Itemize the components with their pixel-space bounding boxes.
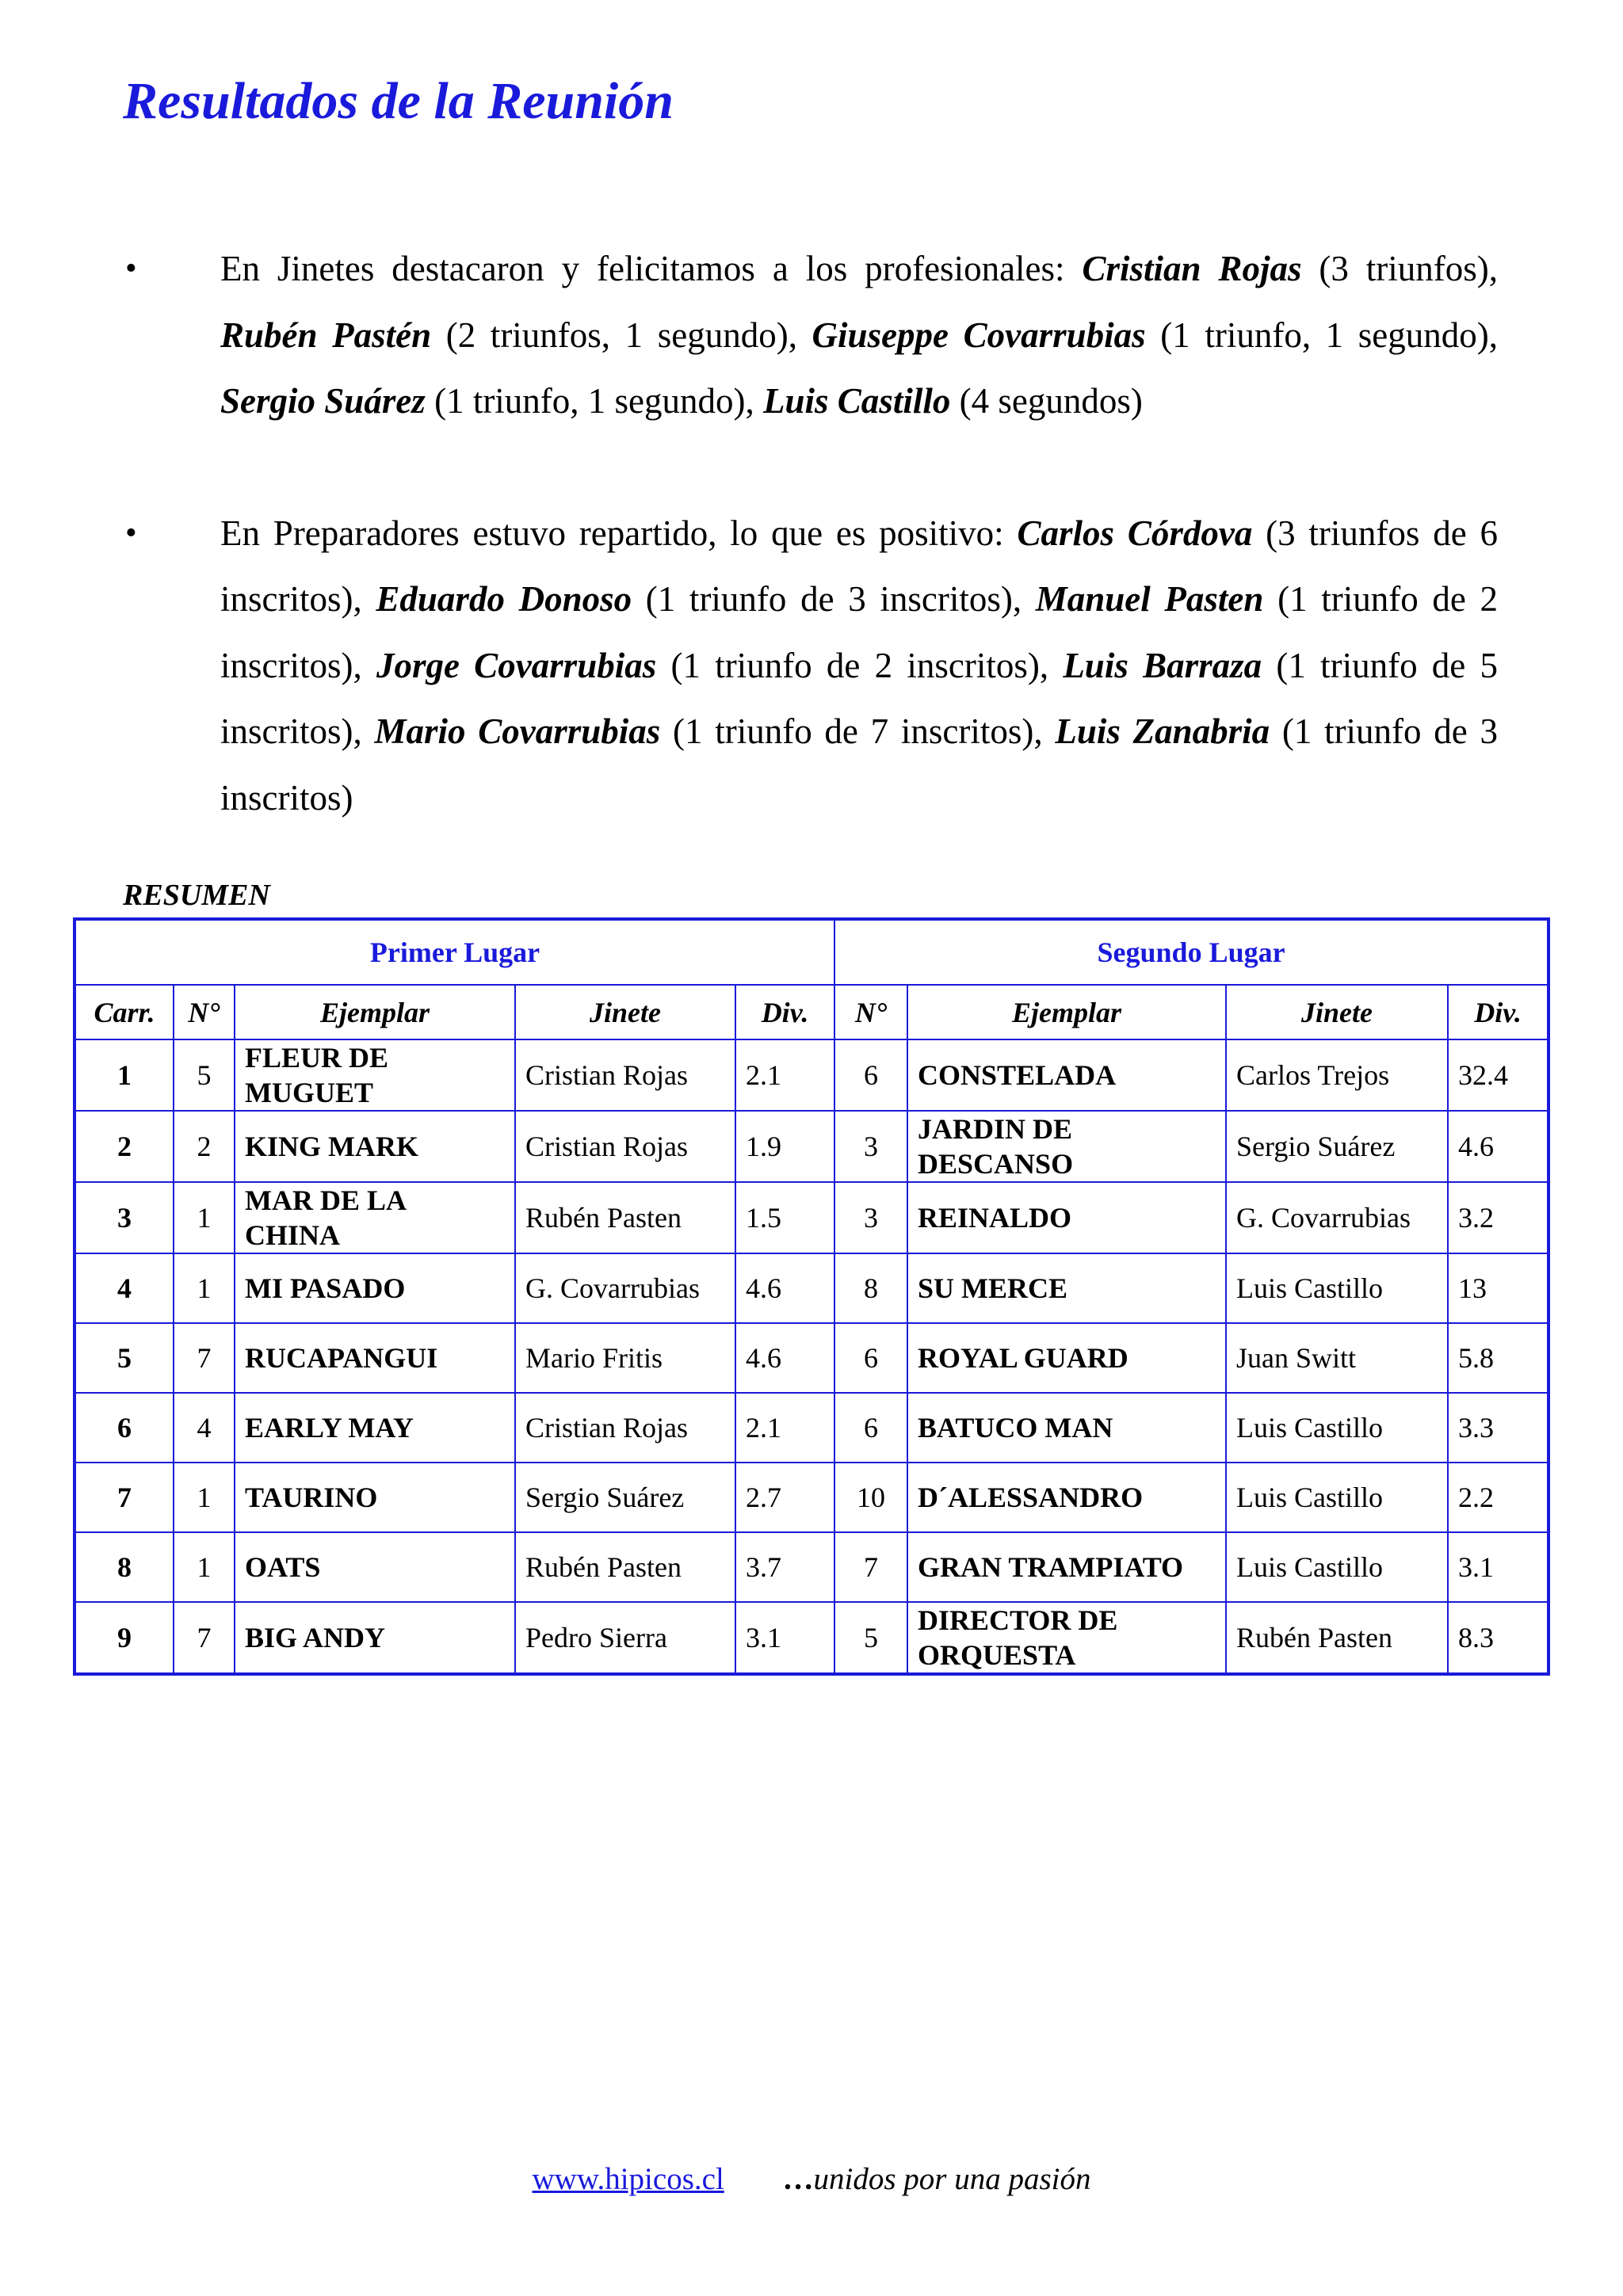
first-jinete-cell: Mario Fritis [515, 1323, 735, 1393]
first-ejemplar-cell: MI PASADO [235, 1253, 515, 1323]
first-ejemplar-cell: MAR DE LA CHINA [235, 1182, 515, 1253]
second-div-cell: 32.4 [1448, 1039, 1549, 1111]
bullet-item-preparadores [119, 501, 1498, 832]
second-num-cell: 6 [834, 1039, 907, 1111]
first-jinete-cell: Rubén Pasten [515, 1182, 735, 1253]
footer-slogan [783, 2162, 1091, 2196]
bullet-run: (3 triunfos de 6 inscritos), [220, 513, 1498, 619]
second-num-cell: 5 [834, 1602, 907, 1674]
second-jinete-cell: Luis Castillo [1226, 1393, 1448, 1463]
race-number-cell: 1 [74, 1039, 174, 1111]
bullet-run: (2 triunfos, 1 segundo), [431, 315, 812, 355]
first-div-cell: 1.5 [735, 1182, 834, 1253]
highlight-name: Sergio Suárez [220, 381, 426, 421]
first-div-cell: 4.6 [735, 1323, 834, 1393]
first-jinete-cell: Cristian Rojas [515, 1393, 735, 1463]
column-header-jinete-2: Jinete [1226, 985, 1448, 1039]
footer [0, 2161, 1623, 2197]
second-ejemplar-cell: GRAN TRAMPIATO [907, 1532, 1226, 1602]
bullet-run: (1 triunfo de 3 inscritos), [632, 579, 1036, 619]
column-header-ejemplar: Ejemplar [235, 985, 515, 1039]
bullet-run: (1 triunfo de 2 inscritos), [220, 579, 1498, 685]
resumen-label: RESUMEN [123, 879, 270, 912]
highlight-name: Giuseppe Covarrubias [812, 315, 1146, 355]
column-header-num: N° [174, 985, 235, 1039]
second-num-cell: 3 [834, 1111, 907, 1182]
highlight-name: Luis Zanabria [1055, 711, 1270, 751]
bullet-text [220, 513, 1498, 818]
column-header-carr: Carr. [74, 985, 174, 1039]
second-num-cell: 10 [834, 1463, 907, 1532]
highlight-name: Carlos Córdova [1017, 513, 1253, 553]
second-ejemplar-cell: D´ALESSANDRO [907, 1463, 1226, 1532]
second-jinete-cell: Juan Switt [1226, 1323, 1448, 1393]
page-title: Resultados de la Reunión [123, 72, 674, 130]
first-div-cell: 2.1 [735, 1393, 834, 1463]
column-header-div-2: Div. [1448, 985, 1549, 1039]
highlight-name: Cristian Rojas [1082, 249, 1302, 288]
second-ejemplar-cell: DIRECTOR DE ORQUESTA [907, 1602, 1226, 1674]
race-number-cell: 6 [74, 1393, 174, 1463]
second-jinete-cell: Carlos Trejos [1226, 1039, 1448, 1111]
first-num-cell: 1 [174, 1253, 235, 1323]
race-number-cell: 8 [74, 1532, 174, 1602]
table-row [74, 1111, 1549, 1182]
first-num-cell: 1 [174, 1463, 235, 1532]
second-ejemplar-cell: REINALDO [907, 1182, 1226, 1253]
first-jinete-cell: Sergio Suárez [515, 1463, 735, 1532]
table-row [74, 1393, 1549, 1463]
footer-slogan-text: unidos por una pasión [813, 2162, 1091, 2196]
second-num-cell: 6 [834, 1393, 907, 1463]
second-div-cell: 2.2 [1448, 1463, 1549, 1532]
first-jinete-cell: Rubén Pasten [515, 1532, 735, 1602]
race-number-cell: 5 [74, 1323, 174, 1393]
bullet-run: (3 triunfos), [1301, 249, 1498, 288]
first-num-cell: 1 [174, 1182, 235, 1253]
highlight-name: Luis Barraza [1063, 645, 1262, 685]
second-ejemplar-cell: JARDIN DE DESCANSO [907, 1111, 1226, 1182]
second-num-cell: 7 [834, 1532, 907, 1602]
table-row [74, 1182, 1549, 1253]
highlight-name: Eduardo Donoso [376, 579, 632, 619]
first-ejemplar-cell: OATS [235, 1532, 515, 1602]
second-jinete-cell: Rubén Pasten [1226, 1602, 1448, 1674]
bullet-icon: • [125, 250, 137, 287]
bullet-run: (1 triunfo, 1 segundo), [1145, 315, 1498, 355]
highlight-name: Manuel Pasten [1035, 579, 1264, 619]
bullet-run: (1 triunfo de 5 inscritos), [220, 645, 1499, 751]
highlight-name: Jorge Covarrubias [376, 645, 657, 685]
second-ejemplar-cell: ROYAL GUARD [907, 1323, 1226, 1393]
second-num-cell: 8 [834, 1253, 907, 1323]
first-div-cell: 4.6 [735, 1253, 834, 1323]
group-header-segundo-lugar: Segundo Lugar [834, 919, 1549, 985]
column-header-div: Div. [735, 985, 834, 1039]
first-num-cell: 5 [174, 1039, 235, 1111]
second-div-cell: 8.3 [1448, 1602, 1549, 1674]
group-header-primer-lugar: Primer Lugar [74, 919, 834, 985]
bullet-run: (1 triunfo de 2 inscritos), [656, 645, 1064, 685]
footer-link[interactable]: www.hipicos.cl [532, 2162, 724, 2196]
first-num-cell: 4 [174, 1393, 235, 1463]
first-ejemplar-cell: FLEUR DE MUGUET [235, 1039, 515, 1111]
bullet-run: (4 segundos) [950, 381, 1143, 421]
first-ejemplar-cell: BIG ANDY [235, 1602, 515, 1674]
column-header-jinete: Jinete [515, 985, 735, 1039]
highlight-name: Rubén Pastén [220, 315, 432, 355]
race-number-cell: 3 [74, 1182, 174, 1253]
first-jinete-cell: Cristian Rojas [515, 1039, 735, 1111]
bullet-run: (1 triunfo de 7 inscritos), [660, 711, 1056, 751]
first-div-cell: 1.9 [735, 1111, 834, 1182]
race-number-cell: 2 [74, 1111, 174, 1182]
second-div-cell: 3.1 [1448, 1532, 1549, 1602]
race-number-cell: 4 [74, 1253, 174, 1323]
second-jinete-cell: Luis Castillo [1226, 1253, 1448, 1323]
first-div-cell: 3.1 [735, 1602, 834, 1674]
bullet-icon: • [125, 514, 137, 551]
first-jinete-cell: Pedro Sierra [515, 1602, 735, 1674]
table-row [74, 1463, 1549, 1532]
bullet-run: (1 triunfo, 1 segundo), [425, 381, 764, 421]
first-num-cell: 7 [174, 1323, 235, 1393]
column-header-ejemplar-2: Ejemplar [907, 985, 1226, 1039]
second-jinete-cell: G. Covarrubias [1226, 1182, 1448, 1253]
bullet-text [220, 249, 1498, 421]
second-jinete-cell: Sergio Suárez [1226, 1111, 1448, 1182]
first-ejemplar-cell: TAURINO [235, 1463, 515, 1532]
first-jinete-cell: Cristian Rojas [515, 1111, 735, 1182]
first-num-cell: 1 [174, 1532, 235, 1602]
first-div-cell: 2.1 [735, 1039, 834, 1111]
second-num-cell: 3 [834, 1182, 907, 1253]
second-ejemplar-cell: BATUCO MAN [907, 1393, 1226, 1463]
column-header-num-2: N° [834, 985, 907, 1039]
second-num-cell: 6 [834, 1323, 907, 1393]
group-header-row [74, 919, 1549, 985]
second-jinete-cell: Luis Castillo [1226, 1532, 1448, 1602]
second-div-cell: 13 [1448, 1253, 1549, 1323]
race-number-cell: 9 [74, 1602, 174, 1674]
results-body [74, 1039, 1549, 1674]
first-ejemplar-cell: EARLY MAY [235, 1393, 515, 1463]
first-num-cell: 2 [174, 1111, 235, 1182]
column-header-row [74, 985, 1549, 1039]
bullet-run: En Preparadores estuvo repartido, lo que es positivo: [220, 513, 1018, 553]
bullet-run: En Jinetes destacaron y felicitamos a los profesionales: [220, 249, 1083, 288]
highlight-name: Luis Castillo [763, 381, 951, 421]
table-row [74, 1323, 1549, 1393]
first-div-cell: 2.7 [735, 1463, 834, 1532]
first-ejemplar-cell: KING MARK [235, 1111, 515, 1182]
first-jinete-cell: G. Covarrubias [515, 1253, 735, 1323]
highlight-name: Mario Covarrubias [374, 711, 661, 751]
second-div-cell: 3.3 [1448, 1393, 1549, 1463]
bullet-list [119, 236, 1498, 831]
second-jinete-cell: Luis Castillo [1226, 1463, 1448, 1532]
second-div-cell: 5.8 [1448, 1323, 1549, 1393]
results-table [73, 917, 1550, 1676]
footer-slogan-dots: … [782, 2162, 814, 2196]
second-div-cell: 3.2 [1448, 1182, 1549, 1253]
second-div-cell: 4.6 [1448, 1111, 1549, 1182]
table-row [74, 1039, 1549, 1111]
second-ejemplar-cell: CONSTELADA [907, 1039, 1226, 1111]
bullet-item-jinetes [119, 236, 1498, 435]
second-ejemplar-cell: SU MERCE [907, 1253, 1226, 1323]
race-number-cell: 7 [74, 1463, 174, 1532]
first-num-cell: 7 [174, 1602, 235, 1674]
first-ejemplar-cell: RUCAPANGUI [235, 1323, 515, 1393]
table-row [74, 1532, 1549, 1602]
bullet-run: (1 triunfo de 3 inscritos) [220, 711, 1498, 818]
table-row [74, 1602, 1549, 1674]
first-div-cell: 3.7 [735, 1532, 834, 1602]
table-row [74, 1253, 1549, 1323]
